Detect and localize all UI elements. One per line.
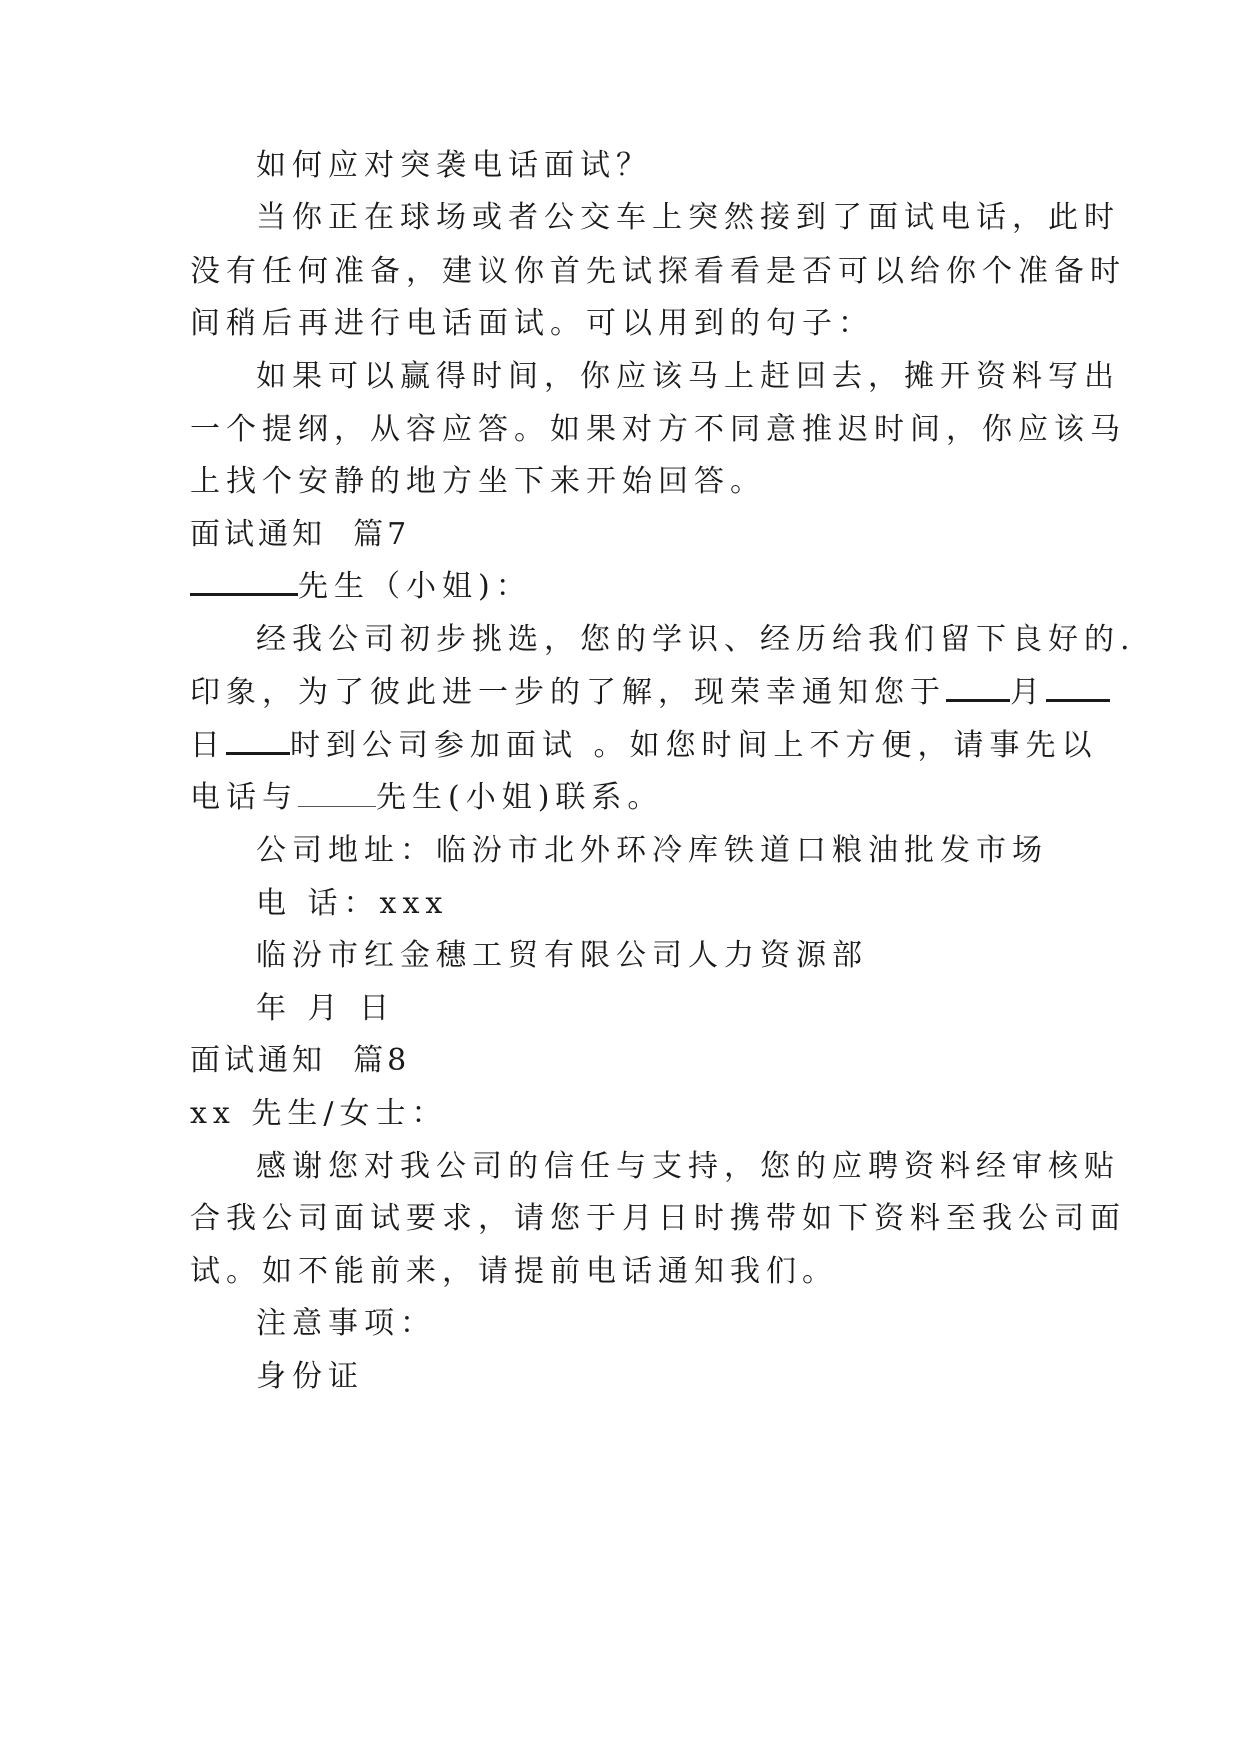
salutation-suffix: 先生（小姐)： bbox=[298, 569, 532, 604]
fill-in-blank bbox=[190, 567, 298, 596]
phone-line: 电 话：xxx bbox=[256, 886, 449, 921]
paragraph-line bbox=[190, 673, 1110, 713]
notes-title: 注意事项： bbox=[256, 1306, 436, 1341]
text-segment: 电话与 bbox=[190, 780, 298, 815]
question-line: 如何应对突袭电话面试？ bbox=[256, 148, 652, 183]
company-line: 临汾市红金穗工贸有限公司人力资源部 bbox=[256, 938, 868, 973]
fill-in-blank bbox=[1046, 673, 1110, 702]
notes-item: 身份证 bbox=[256, 1359, 364, 1394]
text-segment: 日 bbox=[190, 728, 226, 763]
section-heading: 面试通知 篇8 bbox=[190, 1043, 411, 1078]
salutation-line bbox=[190, 567, 532, 607]
paragraph-line: 一个提纲，从容应答。如果对方不同意推迟时间，你应该马 bbox=[190, 412, 1126, 447]
fill-in-blank bbox=[226, 726, 290, 755]
text-segment: 时到公司参加面试 。如您时间上不方便，请事先以 bbox=[290, 728, 1098, 763]
paragraph-line bbox=[190, 778, 663, 818]
paragraph-line: 感谢您对我公司的信任与支持，您的应聘资料经审核贴 bbox=[256, 1149, 1120, 1184]
paragraph-line: 经我公司初步挑选，您的学识、经历给我们留下良好的. bbox=[256, 622, 1136, 657]
salutation-line: xx 先生/女士： bbox=[190, 1096, 448, 1131]
date-line: 年 月 日 bbox=[256, 991, 396, 1026]
paragraph-line: 合我公司面试要求，请您于月日时携带如下资料至我公司面 bbox=[190, 1201, 1126, 1236]
section-heading: 面试通知 篇7 bbox=[190, 517, 411, 552]
paragraph-line: 试。如不能前来，请提前电话通知我们。 bbox=[190, 1254, 838, 1289]
paragraph-line: 当你正在球场或者公交车上突然接到了面试电话，此时 bbox=[256, 200, 1120, 235]
text-segment: 先生(小姐)联系。 bbox=[376, 780, 664, 815]
fill-in-blank bbox=[946, 673, 1010, 702]
address-line: 公司地址：临汾市北外环冷库铁道口粮油批发市场 bbox=[256, 833, 1048, 868]
paragraph-line: 上找个安静的地方坐下来开始回答。 bbox=[190, 464, 766, 499]
paragraph-line: 间稍后再进行电话面试。可以用到的句子： bbox=[190, 306, 874, 341]
paragraph-line: 如果可以赢得时间，你应该马上赶回去，摊开资料写出 bbox=[256, 359, 1120, 394]
text-segment: 月 bbox=[1010, 675, 1046, 710]
paragraph-line bbox=[190, 726, 1098, 766]
paragraph-line: 没有任何准备，建议你首先试探看看是否可以给你个准备时 bbox=[190, 254, 1126, 289]
fill-in-blank bbox=[298, 780, 376, 807]
text-segment: 印象，为了彼此进一步的了解，现荣幸通知您于 bbox=[190, 675, 946, 710]
